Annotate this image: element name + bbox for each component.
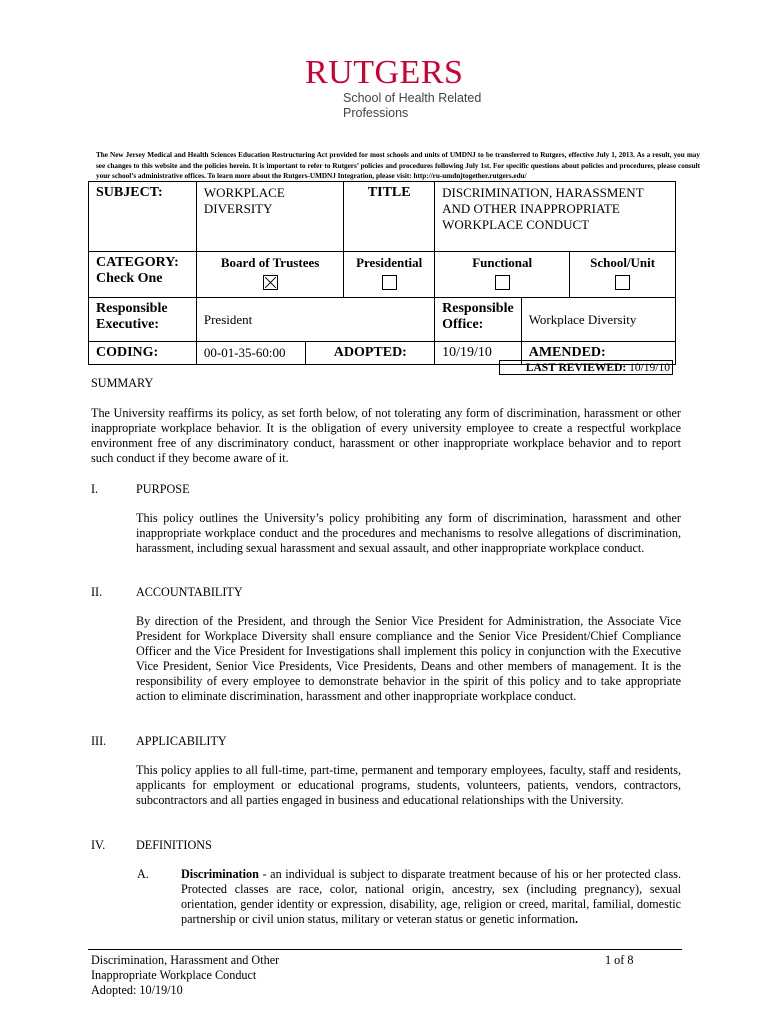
logo-school-line2: Professions — [343, 106, 409, 120]
title-label: TITLE — [344, 182, 435, 252]
checkbox-board-checked[interactable] — [263, 275, 278, 290]
adopted-value: 10/19/10 — [435, 342, 522, 365]
category-board: Board of Trustees — [196, 252, 343, 298]
amended-label: AMENDED: — [521, 342, 675, 365]
summary-text: The University reaffirms its policy, as set forth below, of not tolerating any form of discrimination, harassment or other inappropriate workplace behavior. It is the obligation of every university employee to create a respectful workplace environment free of any discriminatory conduct, harassment or other inappropriate workplace behavior and to report such conduct if they become aware of it. — [91, 406, 681, 465]
coding-label: CODING: — [89, 342, 197, 365]
subject-value: WORKPLACE DIVERSITY — [196, 182, 343, 252]
definition-a-text: - an individual is subject to disparate treatment because of his or her protected class. Protected classes are race, color, national origin, ancestry, sex (including pregnancy), sexual orientation, gender identity or expression, disability, age, religion or creed, marital, familial, domestic partnership or civil union status, military or veteran status or genetic information — [181, 867, 681, 926]
rutgers-logo — [305, 56, 481, 120]
subject-label: SUBJECT: — [89, 182, 197, 252]
section-accountability-text: By direction of the President, and through the Senior Vice President for Administration, the Associate Vice President for Workplace Diversity shall ensure compliance and the Senior Vice President/Chief Compliance Officer and the Vice President for Investigations shall implement this policy in conjunction with the Executive Vice President, Senior Vice Presidents, Vice Presidents, Deans and other members of management. It is the responsibility of every employee to demonstrate behavior in the spirit of this policy and to take appropriate action to eliminate discrimination, harassment and other inappropriate workplace conduct. — [136, 614, 681, 703]
last-reviewed-box — [499, 360, 673, 375]
responsible-executive-label: Responsible Executive: — [89, 298, 197, 342]
integration-notice: The New Jersey Medical and Health Sciences Education Restructuring Act provided for most schools and units of UMDNJ to be transferred to Rutgers, effective July 1, 2013. As a result, you may see changes to this website and the policies herein. It is important to refer to Rutgers’ policies and procedures following July 1st. For specific questions about policies and procedures, please consult your school’s administrative offices. To learn more about the Rutgers-UMDNJ Integration, please visit: http://ru-umdnjtogether.rutgers.edu/ — [96, 151, 700, 180]
category-functional: Functional — [435, 252, 570, 298]
checkbox-school-unit[interactable] — [615, 275, 630, 290]
logo-wordmark: RUTGERS — [305, 54, 464, 91]
footer-doc-info: Discrimination, Harassment and Other Inappropriate Workplace Conduct Adopted: 10/19/10 — [91, 953, 280, 997]
responsible-office-value: Workplace Diversity — [521, 298, 675, 342]
page-number: 1 of 8 — [605, 953, 634, 967]
responsible-office-label: Responsible Office: — [435, 298, 522, 342]
section-applicability-text: This policy applies to all full-time, part-time, permanent and temporary employees, faculty, staff and residents, applicants for employment or educational programs, students, volunteers, patients, vendors, contractors, subcontractors and all parties engaged in business and educational relationships with the University. — [136, 763, 681, 807]
last-reviewed-label: LAST REVIEWED: — [525, 362, 627, 374]
logo-school-line1: School of Health Related — [343, 91, 482, 105]
last-reviewed-value: 10/19/10 — [629, 362, 670, 374]
category-presidential: Presidential — [344, 252, 435, 298]
title-value: DISCRIMINATION, HARASSMENT AND OTHER INAPPROPRIATE WORKPLACE CONDUCT — [435, 182, 676, 252]
responsible-executive-value: President — [196, 298, 434, 342]
definition-a: Discrimination - an individual is subject to disparate treatment because of his or her protected class. Protected classes are race, color, national origin, ancestry, sex (including pregnancy), sexual orientation, gender identity or expression, disability, age, religion or creed, marital, familial, domestic partnership or civil union status, military or veteran status or genetic information. — [181, 867, 681, 926]
adopted-label: ADOPTED: — [306, 342, 435, 365]
checkbox-functional[interactable] — [495, 275, 510, 290]
category-label: CATEGORY: Check One — [89, 252, 197, 298]
summary-heading: SUMMARY — [91, 376, 154, 390]
coding-value: 00-01-35-60:00 — [196, 342, 306, 365]
definition-a-letter: A. — [137, 867, 149, 881]
policy-header-table — [88, 181, 676, 365]
section-purpose-text: This policy outlines the University’s policy prohibiting any form of discrimination, harassment and other inappropriate workplace conduct and the procedures and mechanisms to resolve allegations of discrimination, harassment, including sexual harassment and sexual assault, and other inappropriate workplace conduct. — [136, 511, 681, 555]
footer-rule — [88, 949, 682, 950]
category-school: School/Unit — [570, 252, 676, 298]
checkbox-presidential[interactable] — [382, 275, 397, 290]
definition-a-term: Discrimination — [181, 867, 259, 881]
